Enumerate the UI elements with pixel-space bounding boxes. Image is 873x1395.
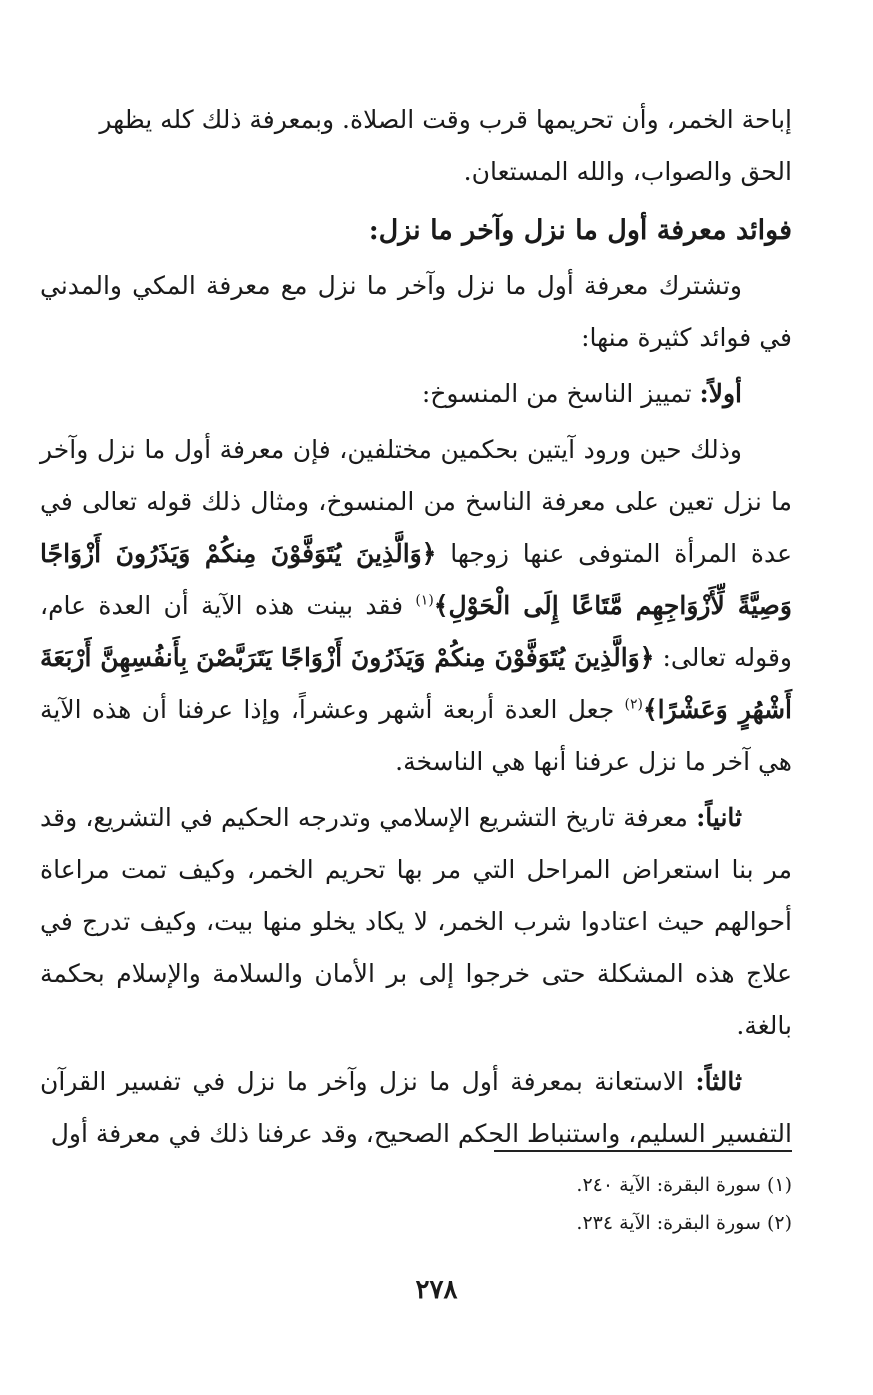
point-first-text: تمييز الناسخ من المنسوخ:	[421, 379, 692, 408]
abrogation-text-a: وذلك حين ورود آيتين بحكمين مختلفين، فإن معرفة أول ما نزل وآخر ما نزل تعين على معرفة الناسخ من المنسوخ، ومثال ذلك قوله تعالى في عدة المرأة المتوفى عنها زوجها	[40, 435, 793, 568]
paragraph-abrogation-example	[40, 424, 792, 788]
footnote-2: (٢) سورة البقرة: الآية ٢٣٤.	[576, 1212, 792, 1234]
point-first	[40, 368, 792, 420]
point-second	[40, 792, 792, 1052]
point-third-text: الاستعانة بمعرفة أول ما نزل وآخر ما نزل في تفسير القرآن التفسير السليم، واستنباط الحكم الصحيح، وقد عرفنا ذلك في معرفة أول	[40, 1067, 792, 1148]
footnotes	[292, 1166, 792, 1242]
point-third	[40, 1056, 792, 1160]
footnote-1: (١) سورة البقرة: الآية ٢٤٠.	[576, 1174, 792, 1196]
page-number: ٢٧٨	[415, 1275, 458, 1305]
abrogation-text-b: فقد بينت هذه الآية أن العدة عام، وقوله تعالى:	[40, 591, 793, 672]
quran-verse-1: ﴿وَالَّذِينَ يُتَوَفَّوْنَ مِنكُمْ وَيَذَرُونَ أَزْوَاجًا وَصِيَّةً لِّأَزْوَاجِهِم مَّتَاعًا إِلَى الْحَوْلِ﴾	[40, 539, 792, 620]
abrogation-text-c: جعل العدة أربعة أشهر وعشراً، وإذا عرفنا أن هذه الآية هي آخر ما نزل عرفنا أنها هي الناسخة.	[40, 695, 792, 776]
footnote-ref-1: (١)	[415, 592, 434, 609]
intro-line-1: إباحة الخمر، وأن تحريمها قرب وقت الصلاة. وبمعرفة ذلك كله يظهر	[99, 105, 792, 134]
section-heading: فوائد معرفة أول ما نزل وآخر ما نزل:	[368, 215, 792, 246]
footnote-divider	[494, 1150, 792, 1152]
quran-verse-2: ﴿وَالَّذِينَ يُتَوَفَّوْنَ مِنكُمْ وَيَذَرُونَ أَزْوَاجًا يَتَرَبَّصْنَ بِأَنفُسِهِنَّ أَرْبَعَةَ أَشْهُرٍ وَعَشْرًا﴾	[40, 643, 792, 724]
footnote-ref-2: (٢)	[624, 696, 644, 713]
page-body	[40, 94, 792, 1164]
point-third-lead: ثالثاً:	[695, 1067, 742, 1096]
paragraph-shared-benefits: وتشترك معرفة أول ما نزل وآخر ما نزل مع معرفة المكي والمدني في فوائد كثيرة منها:	[40, 271, 792, 352]
point-second-lead: ثانياً:	[696, 803, 742, 832]
intro-line-2: الحق والصواب، والله المستعان.	[463, 157, 792, 186]
point-second-text: معرفة تاريخ التشريع الإسلامي وتدرجه الحكيم في التشريع، وقد مر بنا استعراض المراحل التي مر بها تحريم الخمر، وكيف تمت مراعاة أحوالهم حيث اعتادوا شرب الخمر، لا يكاد يخلو منها بيت، وكيف تدرج في علاج هذه المشكلة حتى خرجوا إلى بر الأمان والسلامة والإسلام بحكمة بالغة.	[40, 803, 793, 1040]
point-first-lead: أولاً:	[699, 379, 742, 408]
